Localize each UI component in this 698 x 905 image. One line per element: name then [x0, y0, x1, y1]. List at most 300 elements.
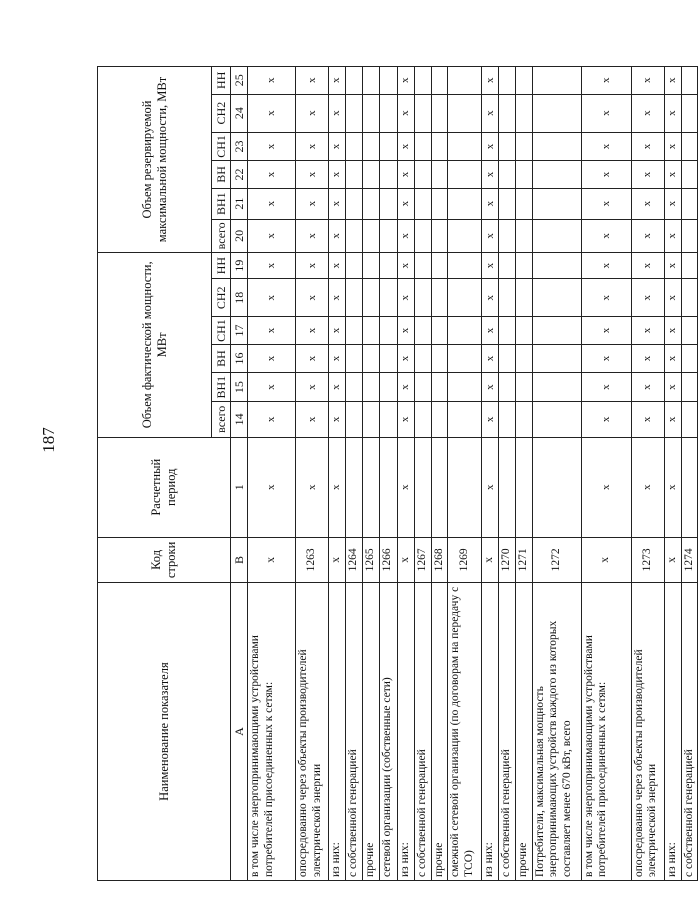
column-number: В — [231, 537, 248, 582]
row-cell: х — [631, 253, 664, 279]
row-cell — [414, 67, 431, 95]
row-cell — [448, 253, 482, 279]
row-name: прочие — [362, 583, 379, 881]
row-cell — [431, 253, 448, 279]
row-cell — [345, 401, 362, 437]
row-cell: х — [296, 161, 329, 188]
row-cell — [431, 132, 448, 161]
row-cell: х — [664, 94, 681, 132]
row-cell: х — [664, 279, 681, 317]
row-cell: х — [581, 67, 631, 95]
subheader-nn: НН — [212, 253, 231, 279]
row-cell — [532, 401, 581, 437]
row-cell — [414, 94, 431, 132]
row-cell — [681, 132, 698, 161]
row-cell: х — [581, 94, 631, 132]
row-cell: х — [482, 161, 499, 188]
row-cell: х — [664, 188, 681, 219]
row-cell — [681, 161, 698, 188]
column-number: 14 — [231, 401, 248, 437]
row-cell — [345, 188, 362, 219]
row-cell — [379, 188, 397, 219]
capacity-table — [97, 66, 698, 881]
row-cell — [379, 401, 397, 437]
row-cell — [515, 94, 532, 132]
row-cell: х — [248, 161, 296, 188]
column-number: 22 — [231, 161, 248, 188]
row-cell — [448, 94, 482, 132]
row-cell — [532, 132, 581, 161]
row-cell: х — [296, 344, 329, 373]
row-cell — [362, 67, 379, 95]
row-cell — [379, 161, 397, 188]
row-cell: х — [581, 188, 631, 219]
row-code: 1266 — [379, 537, 397, 582]
row-cell: х — [631, 161, 664, 188]
row-cell — [414, 188, 431, 219]
column-number: 19 — [231, 253, 248, 279]
row-cell — [345, 317, 362, 344]
row-cell — [362, 373, 379, 402]
row-cell — [532, 437, 581, 537]
column-number: 25 — [231, 67, 248, 95]
row-cell — [532, 188, 581, 219]
column-number: 20 — [231, 219, 248, 252]
header-actual-capacity: Объем фактической мощности, МВт — [98, 253, 212, 438]
row-cell — [499, 373, 516, 402]
row-name: сетевой организации (собственные сети) — [379, 583, 397, 881]
row-cell: х — [296, 401, 329, 437]
row-cell: х — [248, 132, 296, 161]
row-cell: х — [482, 188, 499, 219]
row-cell: х — [664, 219, 681, 252]
row-cell: х — [329, 132, 346, 161]
row-cell — [681, 373, 698, 402]
row-cell — [515, 373, 532, 402]
row-cell: х — [581, 401, 631, 437]
subheader-vn1: ВН1 — [212, 373, 231, 402]
row-cell — [362, 253, 379, 279]
row-cell: х — [397, 317, 414, 344]
row-cell — [362, 437, 379, 537]
table-row — [345, 67, 362, 881]
row-name: опосредованно через объекты производителей электрической энергии — [631, 583, 664, 881]
row-cell — [681, 437, 698, 537]
row-cell: х — [397, 67, 414, 95]
row-cell — [532, 94, 581, 132]
row-cell — [499, 279, 516, 317]
table-row — [448, 67, 482, 881]
row-code: х — [397, 537, 414, 582]
row-cell — [532, 161, 581, 188]
row-cell — [515, 401, 532, 437]
row-cell — [379, 279, 397, 317]
row-cell: х — [248, 94, 296, 132]
row-cell — [515, 344, 532, 373]
row-cell: х — [664, 401, 681, 437]
subheader-vn: ВН — [212, 344, 231, 373]
row-cell — [414, 317, 431, 344]
row-code: 1263 — [296, 537, 329, 582]
row-cell: х — [631, 94, 664, 132]
row-cell: х — [329, 161, 346, 188]
row-cell: х — [581, 132, 631, 161]
header-reserved-capacity: Объем резервируемой максимальной мощности, МВт — [98, 67, 212, 253]
row-cell: х — [296, 219, 329, 252]
row-cell — [681, 188, 698, 219]
row-name: опосредованно через объекты производителей электрической энергии — [296, 583, 329, 881]
table-row — [532, 67, 581, 881]
row-cell — [414, 132, 431, 161]
row-cell: х — [581, 219, 631, 252]
subheader-vn1: ВН1 — [212, 188, 231, 219]
row-cell: х — [397, 161, 414, 188]
row-cell — [431, 437, 448, 537]
row-cell: х — [329, 344, 346, 373]
subheader-sn2: СН2 — [212, 94, 231, 132]
row-cell — [532, 279, 581, 317]
row-cell — [345, 253, 362, 279]
row-cell: х — [581, 253, 631, 279]
row-code: 1268 — [431, 537, 448, 582]
subheader-total: всего — [212, 219, 231, 252]
row-cell: х — [296, 188, 329, 219]
row-cell: х — [482, 317, 499, 344]
row-cell — [448, 279, 482, 317]
row-cell: х — [631, 132, 664, 161]
row-cell — [431, 317, 448, 344]
row-code: х — [581, 537, 631, 582]
row-cell: х — [329, 94, 346, 132]
row-cell: х — [482, 94, 499, 132]
row-cell — [379, 132, 397, 161]
row-cell — [681, 279, 698, 317]
table-row — [515, 67, 532, 881]
row-cell — [431, 67, 448, 95]
row-name: с собственной генерацией — [345, 583, 362, 881]
row-cell — [448, 132, 482, 161]
row-cell — [499, 132, 516, 161]
row-cell: х — [248, 401, 296, 437]
row-cell: х — [631, 279, 664, 317]
row-cell — [532, 344, 581, 373]
row-cell — [345, 161, 362, 188]
row-cell: х — [482, 437, 499, 537]
row-cell — [362, 401, 379, 437]
page-number: 187 — [38, 427, 58, 453]
row-cell — [515, 317, 532, 344]
row-name: прочие — [431, 583, 448, 881]
row-cell: х — [631, 401, 664, 437]
row-cell — [345, 437, 362, 537]
row-cell: х — [581, 279, 631, 317]
row-cell — [414, 344, 431, 373]
row-cell — [532, 373, 581, 402]
row-code: х — [329, 537, 346, 582]
row-cell — [379, 94, 397, 132]
rotated-table-container — [97, 66, 695, 881]
row-cell — [431, 161, 448, 188]
row-code: 1269 — [448, 537, 482, 582]
row-cell — [345, 67, 362, 95]
row-cell — [681, 67, 698, 95]
row-cell — [431, 219, 448, 252]
row-cell: х — [482, 67, 499, 95]
row-cell — [431, 344, 448, 373]
row-cell: х — [631, 437, 664, 537]
row-cell: х — [329, 279, 346, 317]
row-name: из них: — [664, 583, 681, 881]
row-code: 1271 — [515, 537, 532, 582]
row-cell: х — [329, 317, 346, 344]
row-cell — [414, 373, 431, 402]
row-cell — [362, 94, 379, 132]
row-cell — [499, 317, 516, 344]
row-cell: х — [248, 279, 296, 317]
row-cell: х — [329, 219, 346, 252]
row-cell: х — [631, 317, 664, 344]
row-cell — [681, 401, 698, 437]
row-cell — [414, 253, 431, 279]
table-row — [482, 67, 499, 881]
row-cell — [431, 279, 448, 317]
subheader-sn1: СН1 — [212, 317, 231, 344]
row-cell: х — [248, 317, 296, 344]
table-row — [431, 67, 448, 881]
row-name: из них: — [397, 583, 414, 881]
row-cell: х — [296, 279, 329, 317]
subheader-vn: ВН — [212, 161, 231, 188]
row-cell — [499, 344, 516, 373]
table-row — [329, 67, 346, 881]
row-name: из них: — [482, 583, 499, 881]
column-number-row — [231, 67, 248, 881]
row-cell: х — [329, 373, 346, 402]
row-code: х — [482, 537, 499, 582]
row-cell: х — [397, 219, 414, 252]
row-cell: х — [482, 279, 499, 317]
table-row — [499, 67, 516, 881]
table-row — [379, 67, 397, 881]
row-cell — [681, 219, 698, 252]
row-cell: х — [248, 67, 296, 95]
row-name: с собственной генерацией — [681, 583, 698, 881]
row-cell: х — [397, 437, 414, 537]
subheader-nn: НН — [212, 67, 231, 95]
row-cell: х — [397, 253, 414, 279]
row-cell — [379, 67, 397, 95]
row-cell: х — [329, 67, 346, 95]
row-cell — [345, 132, 362, 161]
row-cell — [532, 219, 581, 252]
row-cell: х — [248, 344, 296, 373]
row-cell — [362, 279, 379, 317]
row-cell — [414, 279, 431, 317]
row-cell — [379, 437, 397, 537]
header-name: Наименование показателя — [98, 583, 231, 881]
row-cell: х — [397, 373, 414, 402]
row-cell — [448, 219, 482, 252]
row-cell — [499, 253, 516, 279]
row-cell: х — [482, 344, 499, 373]
row-cell — [448, 401, 482, 437]
row-cell: х — [329, 401, 346, 437]
row-name: в том числе энергопринимающими устройствами потребителей присоединенных к сетям: — [581, 583, 631, 881]
column-number: 16 — [231, 344, 248, 373]
row-name: Потребители, максимальная мощность энергопринимающих устройств каждого из которых составляет менее 670 кВт, всего — [532, 583, 581, 881]
row-name: с собственной генерацией — [414, 583, 431, 881]
row-cell — [499, 437, 516, 537]
row-cell: х — [664, 437, 681, 537]
row-name: из них: — [329, 583, 346, 881]
row-code: 1270 — [499, 537, 516, 582]
row-cell — [532, 67, 581, 95]
row-cell — [515, 437, 532, 537]
row-cell — [515, 161, 532, 188]
row-cell — [379, 344, 397, 373]
table-body — [248, 67, 698, 881]
row-cell: х — [397, 94, 414, 132]
row-cell: х — [664, 344, 681, 373]
row-cell: х — [664, 161, 681, 188]
row-cell — [448, 317, 482, 344]
row-cell: х — [329, 437, 346, 537]
row-cell — [499, 401, 516, 437]
row-code: х — [664, 537, 681, 582]
row-cell: х — [248, 253, 296, 279]
row-cell — [379, 317, 397, 344]
row-cell — [515, 67, 532, 95]
column-number: А — [231, 583, 248, 881]
header-code: Код строки — [98, 537, 231, 582]
row-cell: х — [631, 344, 664, 373]
table-row — [681, 67, 698, 881]
row-cell: х — [397, 188, 414, 219]
row-cell — [499, 94, 516, 132]
column-number: 17 — [231, 317, 248, 344]
row-name: прочие — [515, 583, 532, 881]
column-number: 21 — [231, 188, 248, 219]
table-row — [397, 67, 414, 881]
row-cell — [345, 94, 362, 132]
row-cell — [345, 344, 362, 373]
table-row — [296, 67, 329, 881]
header-period: Расчетный период — [98, 437, 231, 537]
row-cell: х — [296, 373, 329, 402]
row-cell: х — [482, 401, 499, 437]
row-cell: х — [248, 437, 296, 537]
row-cell — [379, 253, 397, 279]
row-cell — [414, 401, 431, 437]
row-cell: х — [296, 132, 329, 161]
row-cell: х — [581, 317, 631, 344]
table-row — [664, 67, 681, 881]
row-cell: х — [664, 132, 681, 161]
row-cell — [448, 373, 482, 402]
row-code: 1264 — [345, 537, 362, 582]
row-cell: х — [329, 253, 346, 279]
row-cell — [414, 437, 431, 537]
row-cell: х — [581, 344, 631, 373]
row-cell — [362, 161, 379, 188]
row-cell — [515, 188, 532, 219]
row-cell — [681, 94, 698, 132]
row-cell — [499, 161, 516, 188]
row-cell — [362, 219, 379, 252]
row-cell: х — [482, 219, 499, 252]
row-cell — [448, 188, 482, 219]
row-cell: х — [329, 188, 346, 219]
row-cell: х — [664, 373, 681, 402]
table-row — [362, 67, 379, 881]
row-cell — [448, 67, 482, 95]
row-cell: х — [664, 253, 681, 279]
row-code: 1273 — [631, 537, 664, 582]
row-cell: х — [664, 317, 681, 344]
subheader-sn1: СН1 — [212, 132, 231, 161]
row-cell: х — [482, 253, 499, 279]
row-code: 1274 — [681, 537, 698, 582]
row-cell: х — [296, 253, 329, 279]
row-cell — [515, 219, 532, 252]
row-cell — [362, 132, 379, 161]
row-cell: х — [581, 373, 631, 402]
row-code: 1267 — [414, 537, 431, 582]
row-name: с собственной генерацией — [499, 583, 516, 881]
row-name: смежной сетевой организации (по договорам на передачу с ТСО) — [448, 583, 482, 881]
row-name: в том числе энергопринимающими устройствами потребителей присоединенных к сетям: — [248, 583, 296, 881]
row-cell: х — [664, 67, 681, 95]
row-cell — [681, 253, 698, 279]
row-cell — [515, 279, 532, 317]
row-cell — [499, 188, 516, 219]
row-cell: х — [581, 161, 631, 188]
row-cell — [532, 317, 581, 344]
row-cell: х — [248, 373, 296, 402]
row-code: 1272 — [532, 537, 581, 582]
table-row — [581, 67, 631, 881]
row-cell — [379, 219, 397, 252]
row-cell — [345, 279, 362, 317]
row-cell: х — [482, 373, 499, 402]
row-cell — [431, 94, 448, 132]
column-number: 15 — [231, 373, 248, 402]
row-cell — [431, 401, 448, 437]
row-cell: х — [397, 344, 414, 373]
row-cell — [362, 344, 379, 373]
row-cell — [681, 344, 698, 373]
column-number: 1 — [231, 437, 248, 537]
row-cell: х — [296, 437, 329, 537]
row-cell: х — [296, 67, 329, 95]
row-cell — [362, 317, 379, 344]
row-cell — [499, 219, 516, 252]
row-cell — [345, 219, 362, 252]
row-cell — [414, 161, 431, 188]
column-number: 18 — [231, 279, 248, 317]
row-cell: х — [631, 373, 664, 402]
row-cell: х — [248, 188, 296, 219]
row-cell — [431, 373, 448, 402]
row-cell — [515, 132, 532, 161]
row-cell: х — [631, 219, 664, 252]
subheader-total: всего — [212, 401, 231, 437]
row-cell — [499, 67, 516, 95]
row-cell: х — [296, 94, 329, 132]
row-code: 1265 — [362, 537, 379, 582]
row-cell: х — [631, 67, 664, 95]
row-cell: х — [581, 437, 631, 537]
